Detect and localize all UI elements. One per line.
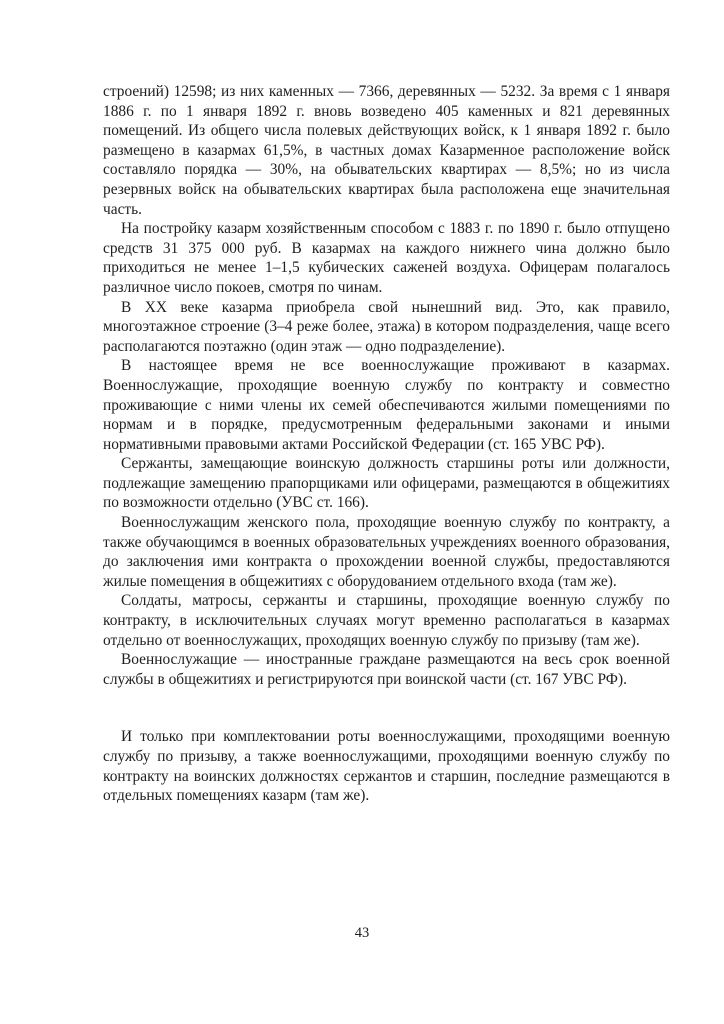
paragraph-20th-century: В XX веке казарма приобрела свой нынешний вид. Это, как правило, многоэтажное строение (3–4 реже более, этажа) в котором подразделения, чаще всего располагаются поэтажно (один этаж — одно подразделение). (103, 298, 670, 355)
paragraph-contract-soldiers: Солдаты, матросы, сержанты и старшины, проходящие военную службу по контракту, в исключительных случаях могут временно располагаться в казармах отдельно от военнослужащих, проходящих военную службу по призыву (там же). (103, 592, 670, 649)
paragraph-construction-funding: На постройку казарм хозяйственным способом с 1883 г. по 1890 г. было отпущено средств 31 375 000 руб. В казармах на каждого нижнего чина должно было приходиться не менее 1–1,5 кубических саженей воздуха. Офицерам полагалось различное число покоев, смотря по чинам. (103, 220, 670, 296)
paragraph-barracks-statistics: строений) 12598; из них каменных — 7366, деревянных — 5232. За время с 1 января 1886 г. по 1 января 1892 г. вновь возведено 405 каменных и 821 деревянных помещений. Из общего числа полевых действующих войск, к 1 января 1892 г. было размещено в казармах 61,5%, в частных домах Казарменное расположение войск составляло порядка — 30%, на обывательских квартирах — 8,5%; но из числа резервных войск на обывательских квартирах была расположена еще значительная часть. (103, 83, 670, 218)
page-body (103, 82, 670, 806)
paragraph-foreign-citizens: Военнослужащие — иностранные граждане размещаются на весь срок военной службы в общежитиях и регистрируются при воинской части (ст. 167 УВС РФ). (103, 651, 670, 688)
paragraph-sergeants: Сержанты, замещающие воинскую должность старшины роты или должности, подлежащие замещению прапорщиками или офицерами, размещаются в общежитиях по возможности отдельно (УВС ст. 166). (103, 455, 670, 512)
paragraph-company-staffing: И только при комплектовании роты военнослужащими, проходящими военную службу по призыву, а также военнослужащими, проходящими военную службу по контракту на воинских должностях сержантов и старшин, последние размещаются в отдельных помещениях казарм (там же). (103, 728, 670, 805)
paragraph-gap (103, 689, 670, 727)
paragraph-current-housing: В настоящее время не все военнослужащие проживают в казармах. Военнослужащие, проходящие военную службу по контракту и совместно проживающие с ними члены их семей обеспечиваются жилыми помещениями по нормам и в порядке, предусмотренным федеральными законами и иными нормативными правовыми актами Российской Федерации (ст. 165 УВС РФ). (103, 357, 670, 453)
page-number: 43 (354, 925, 370, 941)
paragraph-female-servicemembers: Военнослужащим женского пола, проходящие военную службу по контракту, а также обучающимся в военных образовательных учреждениях военного образования, до заключения ими контракта о прохождении военной службы, предоставляются жилые помещения в общежитиях с оборудованием отдельного входа (там же). (103, 514, 670, 590)
